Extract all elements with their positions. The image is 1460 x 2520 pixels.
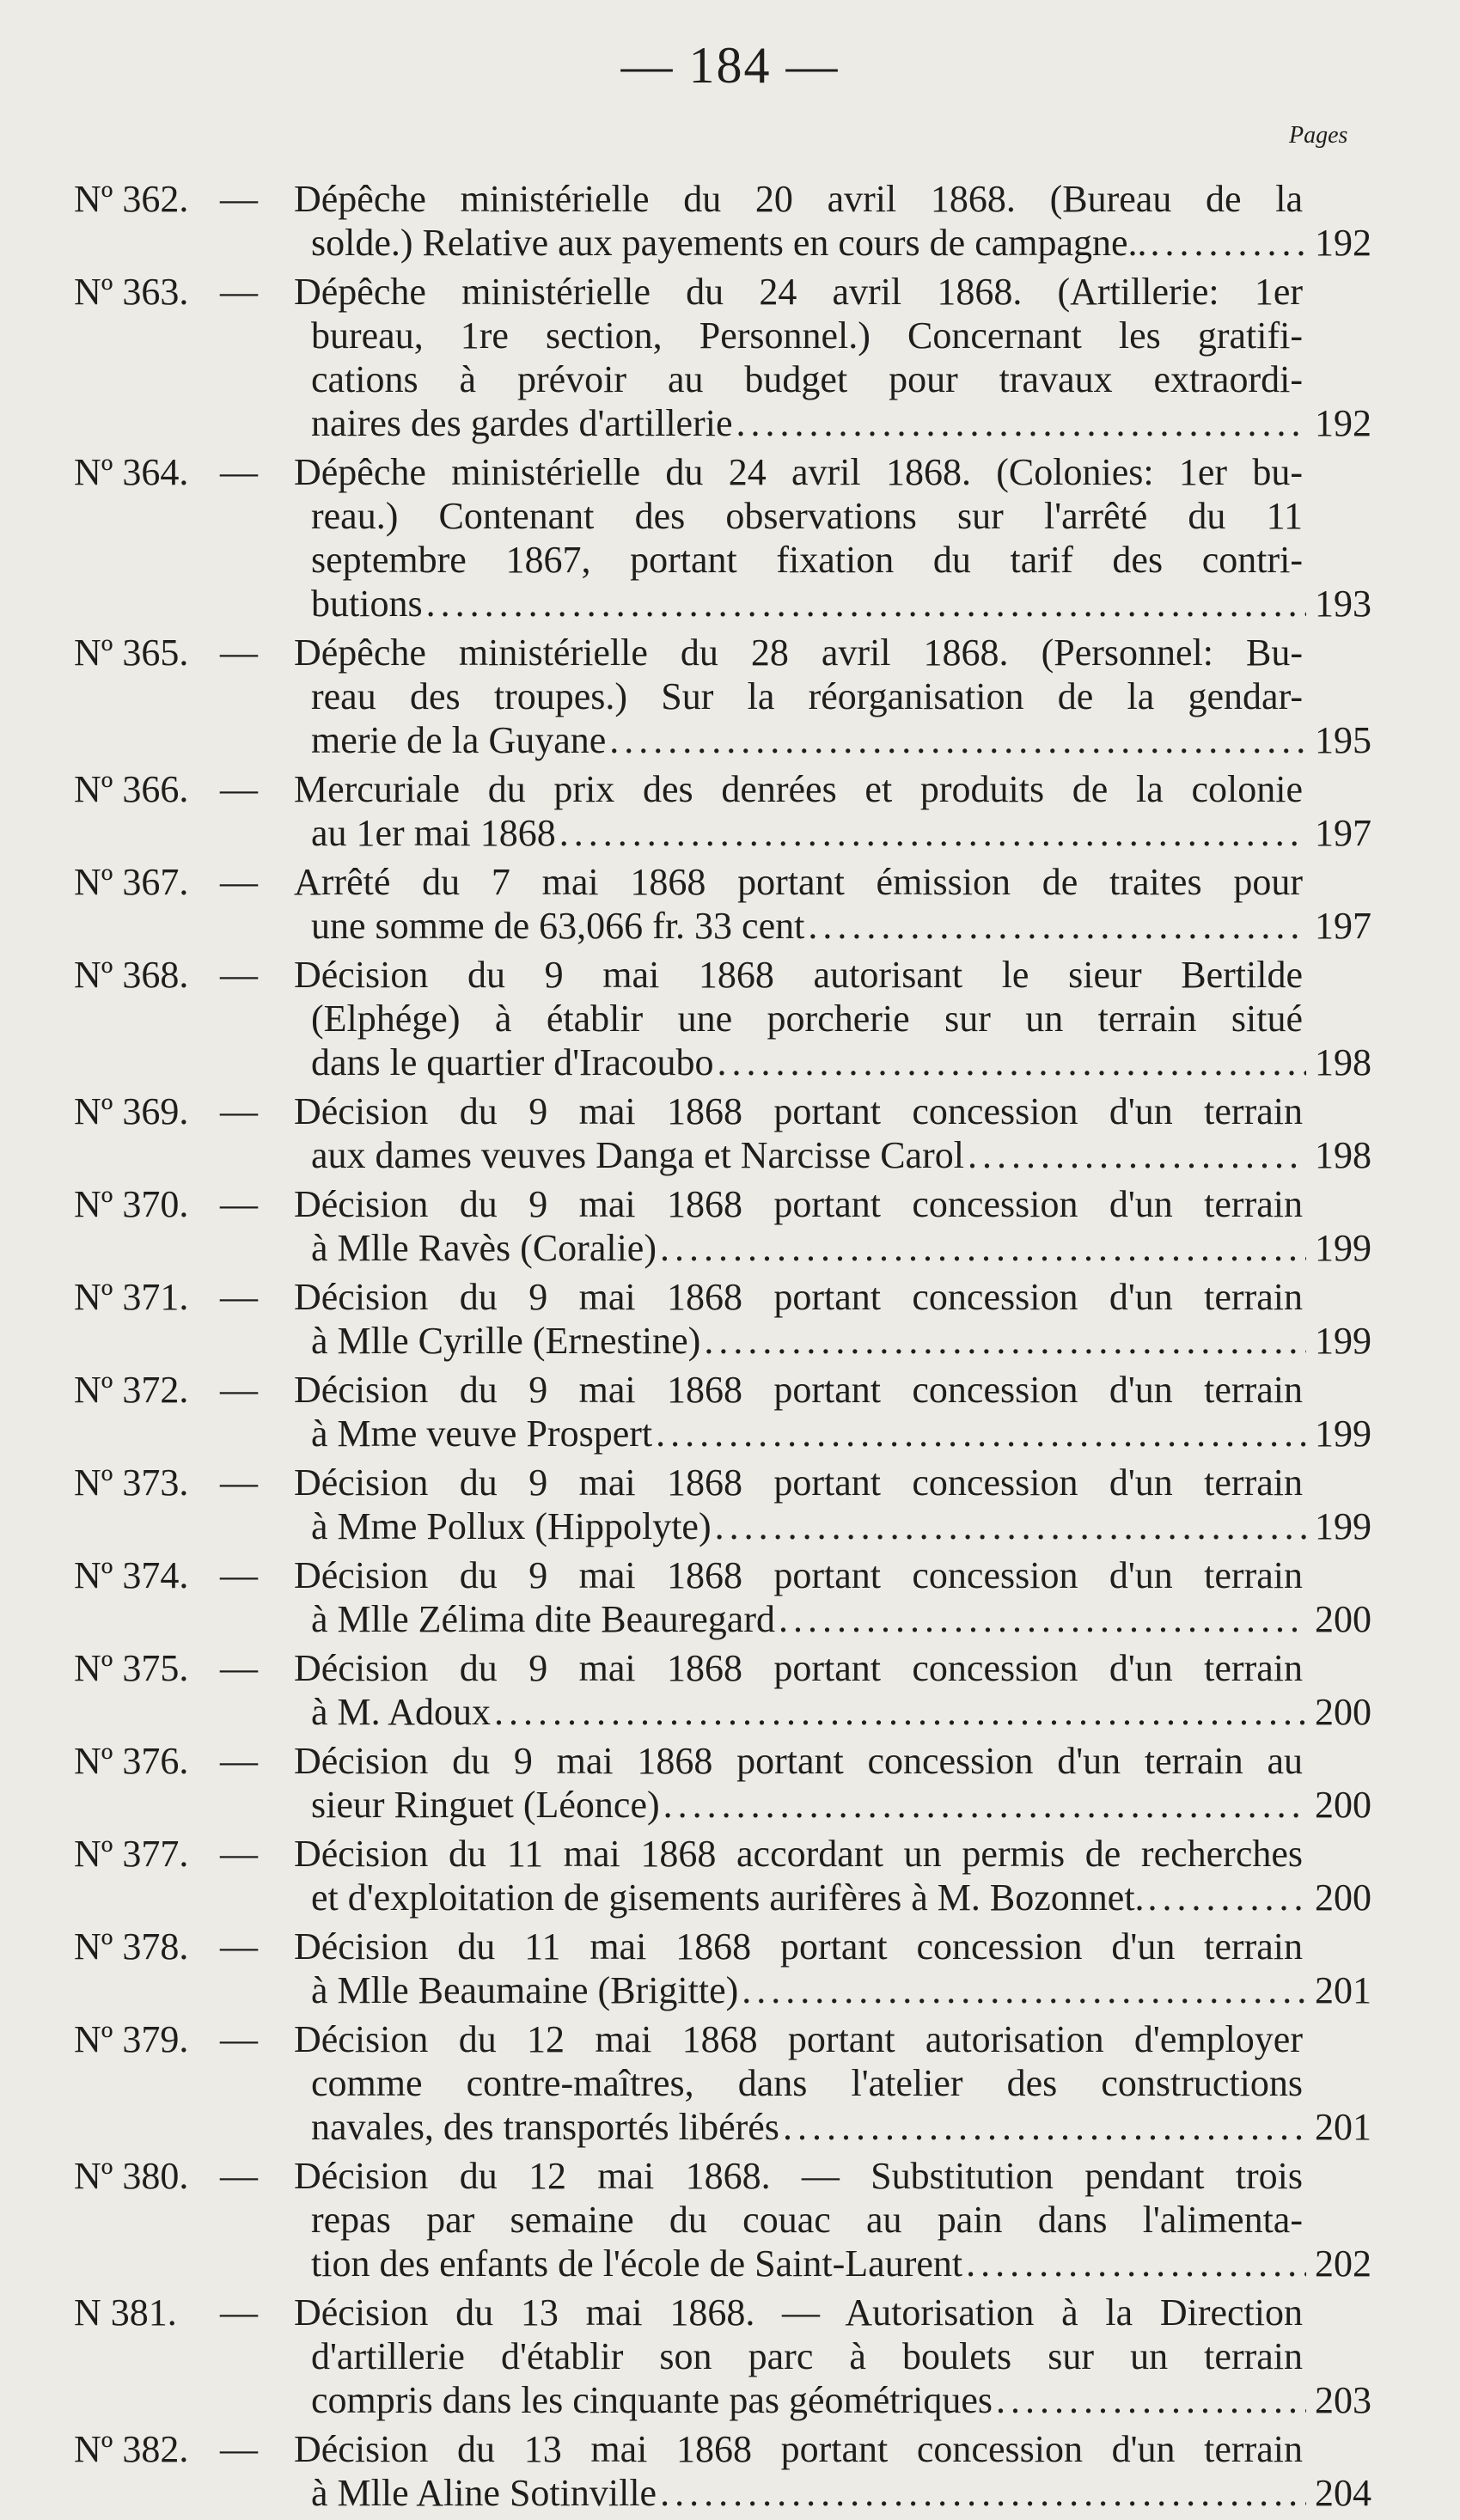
entry-page-number: 198: [1315, 1041, 1371, 1083]
entry-page-number: 204: [1315, 2472, 1371, 2514]
entry-dash: —: [220, 2018, 258, 2060]
entry-text: [294, 767, 1371, 855]
entry-line: Décision du 9 mai 1868 portant concession d'un terrain: [294, 1647, 1303, 1689]
entry-line: Décision du 9 mai 1868 portant concession d'un terrain: [294, 1276, 1303, 1318]
entry-line: [311, 401, 1371, 445]
entry-line: Dépêche ministérielle du 28 avril 1868. (Personnel: Bu-: [294, 632, 1303, 674]
entry-line: (Elphége) à établir une porcherie sur un terrain situé: [311, 998, 1303, 1040]
entry-text: [294, 1832, 1371, 1919]
entry-number: N 381.: [74, 2291, 177, 2334]
entry-line: [311, 2471, 1371, 2515]
entry-page-number: 195: [1315, 719, 1371, 761]
entry-number: Nº 376.: [74, 1740, 189, 1782]
entry-dash: —: [220, 632, 258, 674]
toc-entry: [74, 860, 1371, 948]
entry-line: Décision du 9 mai 1868 portant concession d'un terrain: [294, 1369, 1303, 1411]
entry-line: reau.) Contenant des observations sur l'arrêté du 11: [311, 495, 1303, 537]
entry-line: Dépêche ministérielle du 24 avril 1868. (Artillerie: 1er: [294, 271, 1303, 313]
entry-line: [311, 1040, 1371, 1084]
entry-number: Nº 366.: [74, 768, 189, 810]
page-number: — 184 —: [620, 37, 840, 94]
entry-line: [311, 811, 1371, 855]
toc-entry: [74, 177, 1371, 265]
dot-leader: [556, 811, 1306, 855]
entry-line: Décision du 9 mai 1868 autorisant le sieur Bertilde: [294, 954, 1303, 996]
dot-leader: [804, 904, 1306, 948]
entry-page-number: 198: [1315, 1134, 1371, 1176]
entry-dash: —: [220, 1740, 258, 1782]
entry-page-number: 200: [1315, 1876, 1371, 1919]
entry-line: comme contre-maîtres, dans l'atelier des constructions: [311, 2062, 1303, 2104]
entry-number: Nº 374.: [74, 1554, 189, 1596]
entry-line-text: une somme de 63,066 fr. 33 cent: [311, 905, 805, 947]
entry-line: reau des troupes.) Sur la réorganisation de la gendar-: [311, 675, 1303, 717]
toc-entry: [74, 1461, 1371, 1548]
toc-entry: [74, 1275, 1371, 1363]
entry-line: Décision du 9 mai 1868 portant concession d'un terrain: [294, 1461, 1303, 1504]
toc-entry: [74, 2427, 1371, 2515]
entry-line-text: solde.) Relative aux payements en cours de campagne..: [311, 222, 1147, 264]
toc-entry: [74, 1739, 1371, 1827]
toc-entry: [74, 1925, 1371, 2012]
toc-entry: [74, 2291, 1371, 2422]
entry-dash: —: [220, 451, 258, 493]
dot-leader: [964, 1133, 1306, 1177]
entry-line: Décision du 9 mai 1868 portant concession d'un terrain au: [294, 1740, 1303, 1782]
entry-dash: —: [220, 1925, 258, 1968]
entry-line: d'artillerie d'établir son parc à boulets sur un terrain: [311, 2335, 1303, 2377]
dot-leader: [660, 1783, 1306, 1827]
entry-number: Nº 380.: [74, 2155, 189, 2197]
entry-page-number: 203: [1315, 2379, 1371, 2421]
entry-line: [311, 718, 1371, 762]
entry-page-number: 202: [1315, 2242, 1371, 2285]
toc-entry: [74, 1646, 1371, 1734]
entry-text: [294, 631, 1371, 762]
entry-line: Mercuriale du prix des denrées et produits de la colonie: [294, 768, 1303, 810]
toc-entry: [74, 631, 1371, 762]
dot-leader: [657, 1226, 1306, 1270]
entry-dash: —: [220, 1833, 258, 1875]
toc-entry: [74, 1368, 1371, 1455]
entry-line: Décision du 12 mai 1868. — Substitution pendant trois: [294, 2155, 1303, 2197]
pages-column-label: Pages: [1289, 122, 1348, 149]
entry-page-number: 197: [1315, 905, 1371, 947]
entry-line: cations à prévoir au budget pour travaux extraordi-: [311, 358, 1303, 400]
table-of-contents: [74, 177, 1371, 2520]
entry-dash: —: [220, 1554, 258, 1596]
toc-entry: [74, 1089, 1371, 1177]
entry-text: [294, 1739, 1371, 1827]
entry-page-number: 201: [1315, 1969, 1371, 2011]
dot-leader: [712, 1504, 1306, 1548]
entry-page-number: 193: [1315, 583, 1371, 625]
entry-page-number: 199: [1315, 1413, 1371, 1455]
entry-page-number: 199: [1315, 1320, 1371, 1362]
entry-line: [311, 1690, 1371, 1734]
entry-text: [294, 1461, 1371, 1548]
entry-line-text: merie de la Guyane: [311, 719, 607, 761]
entry-dash: —: [220, 178, 258, 220]
entry-text: [294, 1182, 1371, 1270]
dot-leader: [423, 582, 1306, 625]
entry-line-text: à Mlle Ravès (Coralie): [311, 1227, 657, 1269]
dot-leader: [962, 2242, 1306, 2285]
entry-dash: —: [220, 1461, 258, 1504]
toc-entry: [74, 2017, 1371, 2149]
entry-dash: —: [220, 768, 258, 810]
entry-line: Décision du 12 mai 1868 portant autorisation d'employer: [294, 2018, 1303, 2060]
entry-line: [311, 1876, 1371, 1919]
entry-line-text: à Mme veuve Prospert: [311, 1413, 653, 1455]
entry-dash: —: [220, 1090, 258, 1132]
entry-line: Décision du 9 mai 1868 portant concession d'un terrain: [294, 1090, 1303, 1132]
entry-line: Décision du 9 mai 1868 portant concession d'un terrain: [294, 1183, 1303, 1225]
entry-text: [294, 1368, 1371, 1455]
entry-line: [311, 2378, 1371, 2422]
entry-dash: —: [220, 1276, 258, 1318]
entry-page-number: 200: [1315, 1784, 1371, 1826]
entry-dash: —: [220, 1183, 258, 1225]
dot-leader: [738, 1968, 1306, 2012]
entry-line-text: à Mlle Beaumaine (Brigitte): [311, 1969, 739, 2011]
entry-line: Décision du 11 mai 1868 accordant un permis de recherches: [294, 1833, 1303, 1875]
entry-line-text: à Mlle Aline Sotinville: [311, 2472, 657, 2514]
entry-number: Nº 363.: [74, 271, 189, 313]
entry-text: [294, 2154, 1371, 2285]
entry-line-text: dans le quartier d'Iracoubo: [311, 1041, 714, 1083]
entry-line: [311, 1412, 1371, 1455]
dot-leader: [1147, 221, 1306, 265]
entry-page-number: 200: [1315, 1691, 1371, 1733]
entry-number: Nº 362.: [74, 178, 189, 220]
toc-entry: [74, 1832, 1371, 1919]
entry-page-number: 201: [1315, 2106, 1371, 2148]
entry-page-number: 199: [1315, 1227, 1371, 1269]
toc-entry: [74, 450, 1371, 625]
entry-line-text: aux dames veuves Danga et Narcisse Carol: [311, 1134, 964, 1176]
toc-entry: [74, 1182, 1371, 1270]
dot-leader: [733, 401, 1307, 445]
entry-dash: —: [220, 1647, 258, 1689]
entry-dash: —: [220, 2428, 258, 2470]
entry-line-text: au 1er mai 1868: [311, 812, 556, 854]
entry-number: Nº 378.: [74, 1925, 189, 1968]
entry-number: Nº 365.: [74, 632, 189, 674]
entry-line-text: à Mlle Cyrille (Ernestine): [311, 1320, 701, 1362]
entry-line: Décision du 9 mai 1868 portant concession d'un terrain: [294, 1554, 1303, 1596]
entry-number: Nº 371.: [74, 1276, 189, 1318]
entry-text: [294, 2017, 1371, 2149]
entry-line: Dépêche ministérielle du 20 avril 1868. (Bureau de la: [294, 178, 1303, 220]
entry-line: Arrêté du 7 mai 1868 portant émission de traites pour: [294, 861, 1303, 903]
entry-number: Nº 373.: [74, 1461, 189, 1504]
entry-text: [294, 270, 1371, 445]
entry-line: Décision du 11 mai 1868 portant concession d'un terrain: [294, 1925, 1303, 1968]
entry-line: [311, 1783, 1371, 1827]
dot-leader: [652, 1412, 1306, 1455]
entry-line-text: à Mlle Zélima dite Beauregard: [311, 1598, 775, 1640]
dot-leader: [779, 2105, 1306, 2149]
entry-number: Nº 368.: [74, 954, 189, 996]
entry-text: [294, 1553, 1371, 1641]
entry-dash: —: [220, 1369, 258, 1411]
entry-text: [294, 2291, 1371, 2422]
entry-number: Nº 367.: [74, 861, 189, 903]
entry-line: [311, 1504, 1371, 1548]
entry-number: Nº 372.: [74, 1369, 189, 1411]
entry-text: [294, 860, 1371, 948]
entry-number: Nº 370.: [74, 1183, 189, 1225]
entry-line-text: butions: [311, 583, 423, 625]
toc-entry: [74, 953, 1371, 1084]
entry-line: Décision du 13 mai 1868 portant concession d'un terrain: [294, 2428, 1303, 2470]
entry-text: [294, 1089, 1371, 1177]
entry-dash: —: [220, 2155, 258, 2197]
entry-line-text: sieur Ringuet (Léonce): [311, 1784, 660, 1826]
entry-text: [294, 177, 1371, 265]
entry-line: [311, 221, 1371, 265]
entry-line-text: tion des enfants de l'école de Saint-Laurent: [311, 2242, 963, 2285]
entry-line: [311, 2242, 1371, 2285]
entry-line-text: à Mme Pollux (Hippolyte): [311, 1505, 712, 1547]
entry-number: Nº 375.: [74, 1647, 189, 1689]
dot-leader: [491, 1690, 1306, 1734]
entry-page-number: 199: [1315, 1505, 1371, 1547]
entry-line: [311, 904, 1371, 948]
toc-entry: [74, 767, 1371, 855]
entry-line: repas par semaine du couac au pain dans l'alimenta-: [311, 2199, 1303, 2241]
entry-text: [294, 1275, 1371, 1363]
entry-number: Nº 382.: [74, 2428, 189, 2470]
entry-line: septembre 1867, portant fixation du tarif des contri-: [311, 539, 1303, 581]
entry-line-text: à M. Adoux: [311, 1691, 491, 1733]
entry-page-number: 192: [1315, 222, 1371, 264]
toc-entry: [74, 1553, 1371, 1641]
toc-entry: [74, 270, 1371, 445]
entry-line-text: et d'exploitation de gisements aurifères à M. Bozonnet.: [311, 1876, 1145, 1919]
dot-leader: [700, 1319, 1306, 1363]
dot-leader: [775, 1597, 1306, 1641]
entry-dash: —: [220, 861, 258, 903]
entry-dash: —: [220, 954, 258, 996]
entry-line-text: naires des gardes d'artillerie: [311, 402, 733, 444]
entry-line: [311, 582, 1371, 625]
entry-line: Dépêche ministérielle du 24 avril 1868. (Colonies: 1er bu-: [294, 451, 1303, 493]
entry-line: [311, 1226, 1371, 1270]
dot-leader: [1145, 1876, 1306, 1919]
entry-page-number: 192: [1315, 402, 1371, 444]
entry-page-number: 197: [1315, 812, 1371, 854]
entry-number: Nº 364.: [74, 451, 189, 493]
dot-leader: [606, 718, 1306, 762]
entry-line: [311, 1597, 1371, 1641]
entry-dash: —: [220, 2291, 258, 2334]
entry-text: [294, 1646, 1371, 1734]
dot-leader: [714, 1040, 1306, 1084]
entry-text: [294, 450, 1371, 625]
entry-line: [311, 1133, 1371, 1177]
entry-text: [294, 953, 1371, 1084]
entry-line: [311, 1968, 1371, 2012]
entry-dash: —: [220, 271, 258, 313]
entry-text: [294, 1925, 1371, 2012]
entry-line-text: navales, des transportés libérés: [311, 2106, 779, 2148]
entry-number: Nº 377.: [74, 1833, 189, 1875]
entry-line: bureau, 1re section, Personnel.) Concernant les gratifi-: [311, 314, 1303, 357]
entry-text: [294, 2427, 1371, 2515]
dot-leader: [657, 2471, 1306, 2515]
entry-line-text: compris dans les cinquante pas géométriques: [311, 2379, 993, 2421]
entry-page-number: 200: [1315, 1598, 1371, 1640]
entry-number: Nº 369.: [74, 1090, 189, 1132]
dot-leader: [993, 2378, 1306, 2422]
entry-line: Décision du 13 mai 1868. — Autorisation à la Direction: [294, 2291, 1303, 2334]
entry-number: Nº 379.: [74, 2018, 189, 2060]
toc-entry: [74, 2154, 1371, 2285]
entry-line: [311, 1319, 1371, 1363]
entry-line: [311, 2105, 1371, 2149]
